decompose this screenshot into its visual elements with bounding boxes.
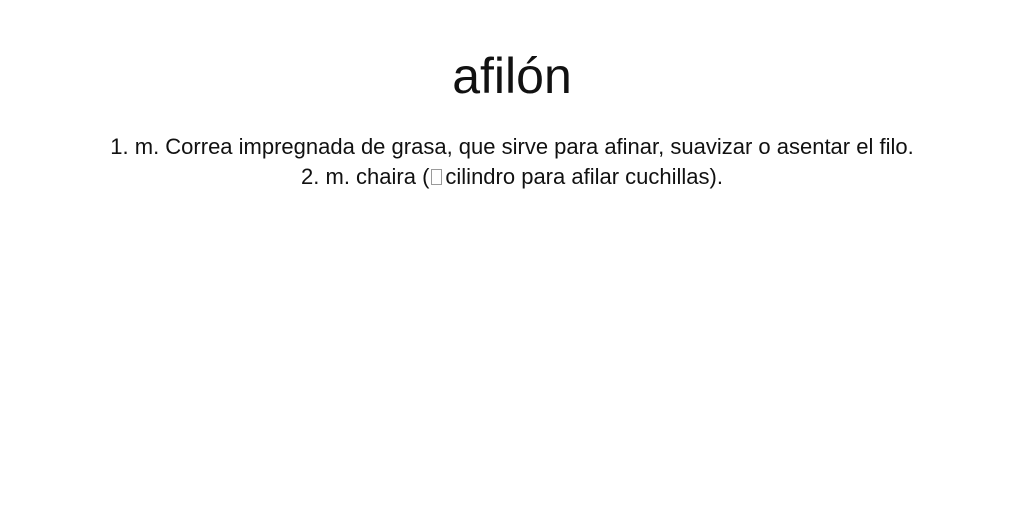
sense-2-text-after-symbol: cilindro para afilar cuchillas).	[445, 164, 723, 189]
headword-title: afilón	[452, 48, 572, 104]
missing-glyph-box-icon	[431, 169, 442, 185]
definition-list	[60, 128, 964, 192]
definition-sense-2	[60, 162, 964, 192]
definition-sense-1: 1. m. Correa impregnada de grasa, que sirve para afinar, suavizar o asentar el filo.	[110, 134, 914, 159]
sense-2-text-before-symbol: 2. m. chaira (	[301, 164, 430, 189]
